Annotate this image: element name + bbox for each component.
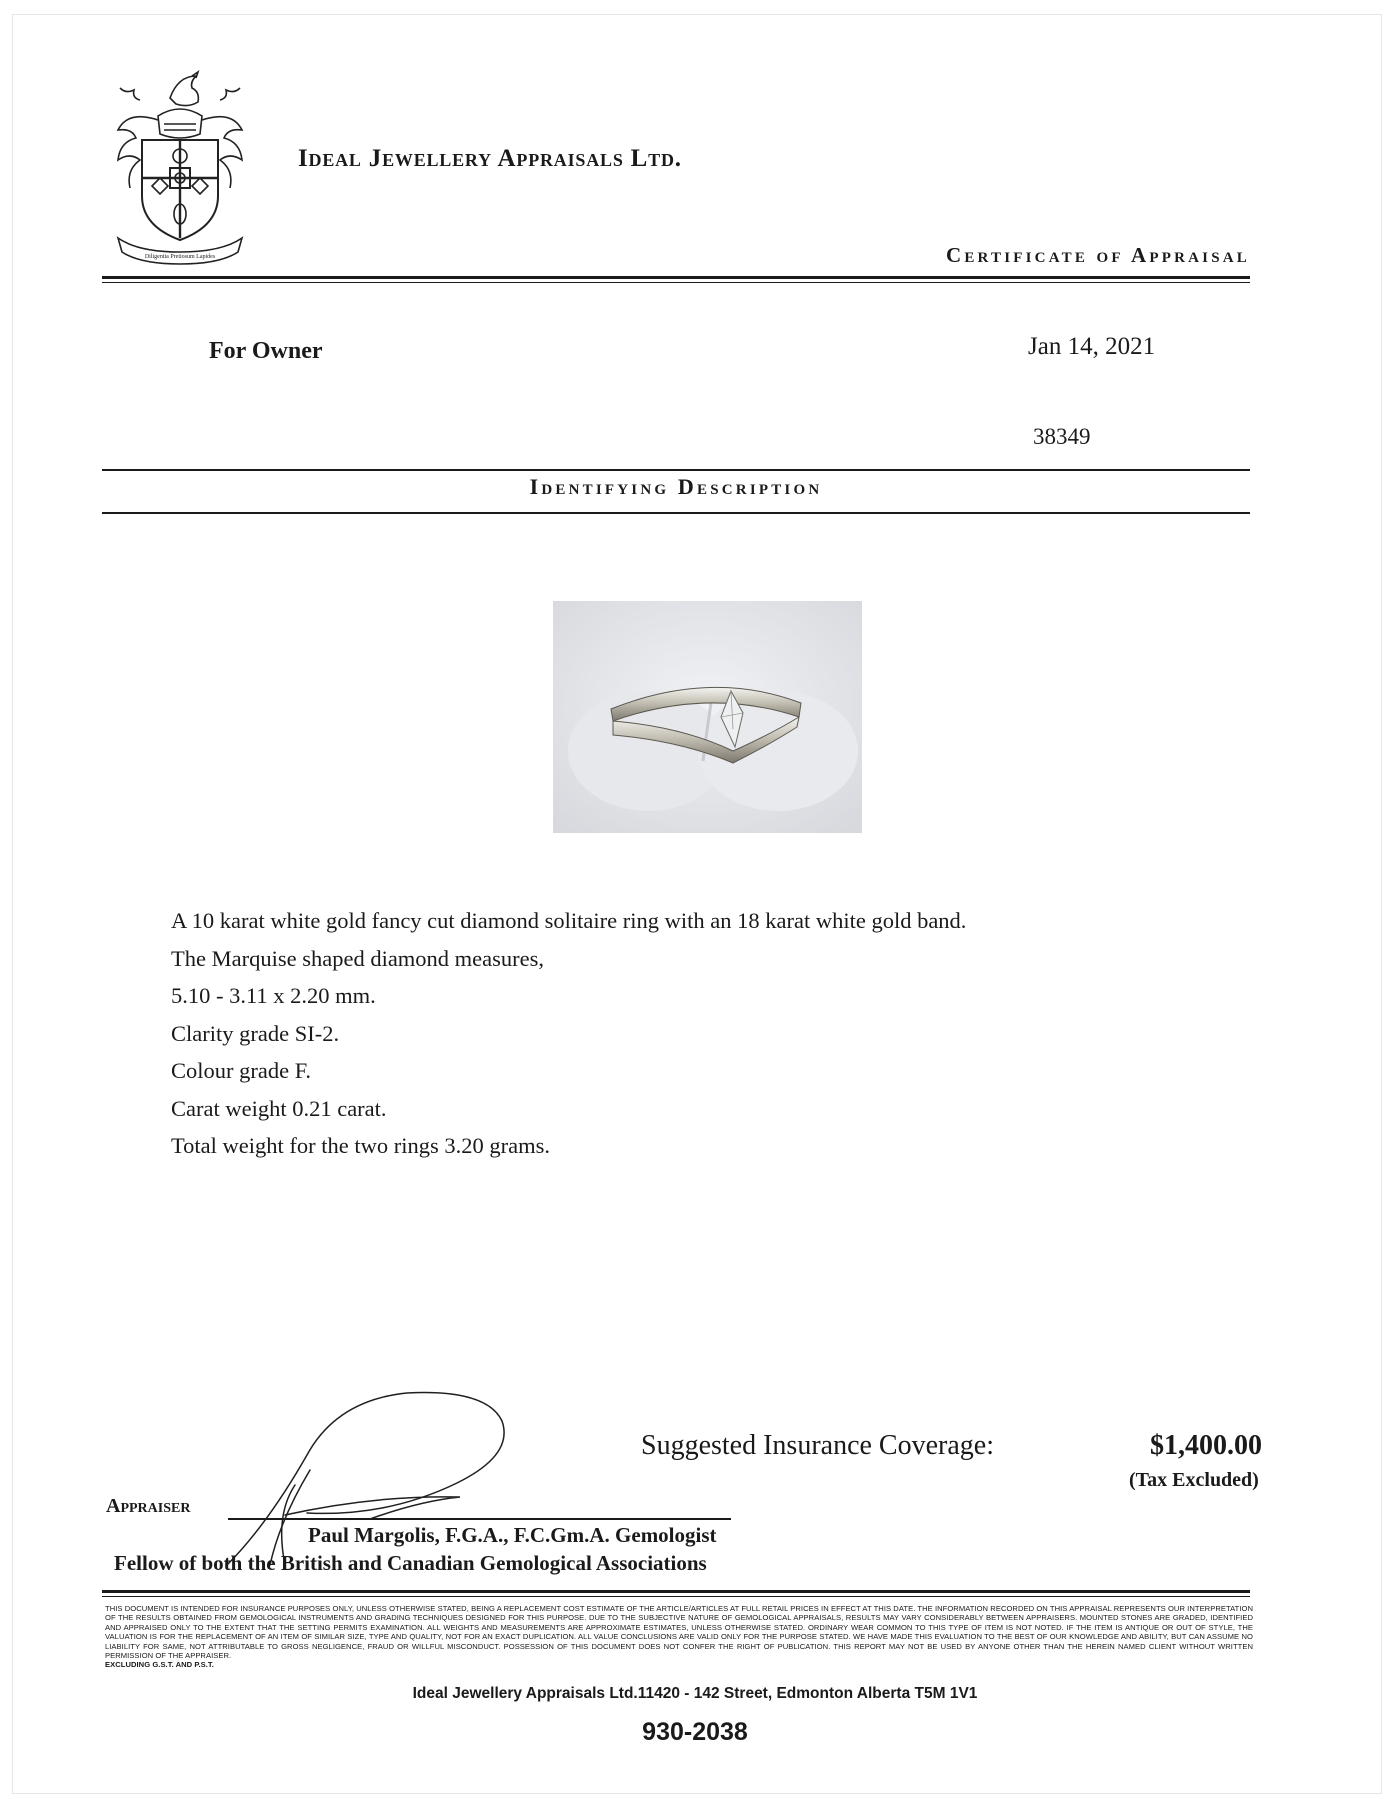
insurance-coverage-label: Suggested Insurance Coverage: — [641, 1430, 994, 1461]
description-line: Clarity grade SI-2. — [171, 1020, 340, 1046]
appraiser-credentials: Fellow of both the British and Canadian Gemological Associations — [114, 1551, 707, 1575]
description-line: Colour grade F. — [171, 1058, 312, 1083]
coat-of-arms-crest — [100, 68, 260, 268]
header-rule-thick — [102, 276, 1250, 279]
footer-rule-thick — [102, 1590, 1250, 1593]
appraisal-date: Jan 14, 2021 — [1028, 333, 1156, 360]
section-rule-bottom — [102, 512, 1250, 514]
legal-disclaimer — [105, 1604, 1253, 1670]
section-rule-top — [102, 469, 1250, 471]
description-line: 5.10 - 3.11 x 2.20 mm. — [171, 983, 376, 1008]
tax-exclusion-note: EXCLUDING G.S.T. AND P.S.T. — [105, 1660, 214, 1670]
company-address: Ideal Jewellery Appraisals Ltd.11420 - 142 Street, Edmonton Alberta T5M 1V1 — [412, 1685, 978, 1702]
footer-rule-thin — [102, 1596, 1250, 1597]
insurance-coverage-amount: $1,400.00 — [1150, 1430, 1262, 1461]
item-description — [171, 902, 966, 1165]
crest-motto: Diligentia Pretiosum Lapides — [144, 254, 216, 260]
description-line: Total weight for the two rings 3.20 grams. — [171, 1133, 550, 1158]
header-rule-thin — [102, 282, 1250, 283]
disclaimer-text: THIS DOCUMENT IS INTENDED FOR INSURANCE PURPOSES ONLY, UNLESS OTHERWISE STATED, BEING A REPLACEMENT COST ESTIMATE OF THE ARTICLE/ARTICLES AT FULL RETAIL PRICES IN EFFECT AT THIS DATE. THE INFORMATION RECORDED ON THIS APPRAISAL REPRESENTS OUR INTERPRETATION OF THE RESULTS OBTAINED FROM GEMOLOGICAL INSTRUMENTS AND GRADING TECHNIQUES DESIGNED FOR THIS PURPOSE. DUE TO THE SUBJECTIVE NATURE OF GEMOLOGICAL APPRAISALS, RESULTS MAY VARY CONSIDERABLY BETWEEN APPRAISERS. MOUNTED STONES ARE GRADED, IDENTIFIED AND APPRAISED ONLY TO THE EXTENT THAT THE SETTING PERMITS EXAMINATION. ALL WEIGHTS AND MEASUREMENTS ARE APPROXIMATE ESTIMATES, UNLESS OTHERWISE STATED. ORDINARY WEAR COMMON TO THIS TYPE OF ITEM IS NOT NOTED. IF THE ITEM IS ANTIQUE OR OUT OF STYLE, THE VALUATION IS FOR THE REPLACEMENT OF AN ITEM OF SIMILAR SIZE, TYPE AND QUALITY, NOT FOR AN EXACT DUPLICATION. ALL VALUE CONCLUSIONS ARE VALID ONLY FOR THE PURPOSE STATED. WE HAVE MADE THIS EVALUATION TO THE BEST OF OUR KNOWLEDGE AND ABILITY, BUT CAN ASSUME NO LIABILITY FOR SAME, NOT ATTRIBUTABLE TO GROSS NEGLIGENCE, FRAUD OR WILLFUL MISCONDUCT. POSSESSION OF THIS DOCUMENT DOES NOT CONFER THE RIGHT OF PUBLICATION. THIS REPORT MAY NOT BE USED BY ANYONE OTHER THAN THE HEREIN NAMED CLIENT WITHOUT WRITTEN PERMISSION OF THE APPRAISER. — [105, 1604, 1253, 1661]
appraiser-name: Paul Margolis, F.G.A., F.C.Gm.A. Gemologist — [308, 1523, 717, 1547]
ring-photo — [553, 601, 862, 833]
tax-note: (Tax Excluded) — [1129, 1469, 1259, 1491]
company-phone: 930-2038 — [642, 1718, 748, 1746]
document-title: Certificate of Appraisal — [945, 243, 1250, 267]
company-name: Ideal Jewellery Appraisals Ltd. — [298, 145, 682, 172]
appraiser-label: Appraiser — [106, 1495, 191, 1517]
section-title: Identifying Description — [529, 474, 823, 499]
owner-label: For Owner — [209, 338, 323, 364]
reference-number: 38349 — [1033, 424, 1091, 449]
description-line: A 10 karat white gold fancy cut diamond solitaire ring with an 18 karat white gold band. — [171, 908, 967, 933]
description-line: Carat weight 0.21 carat. — [171, 1095, 387, 1121]
description-line: The Marquise shaped diamond measures, — [171, 945, 545, 971]
